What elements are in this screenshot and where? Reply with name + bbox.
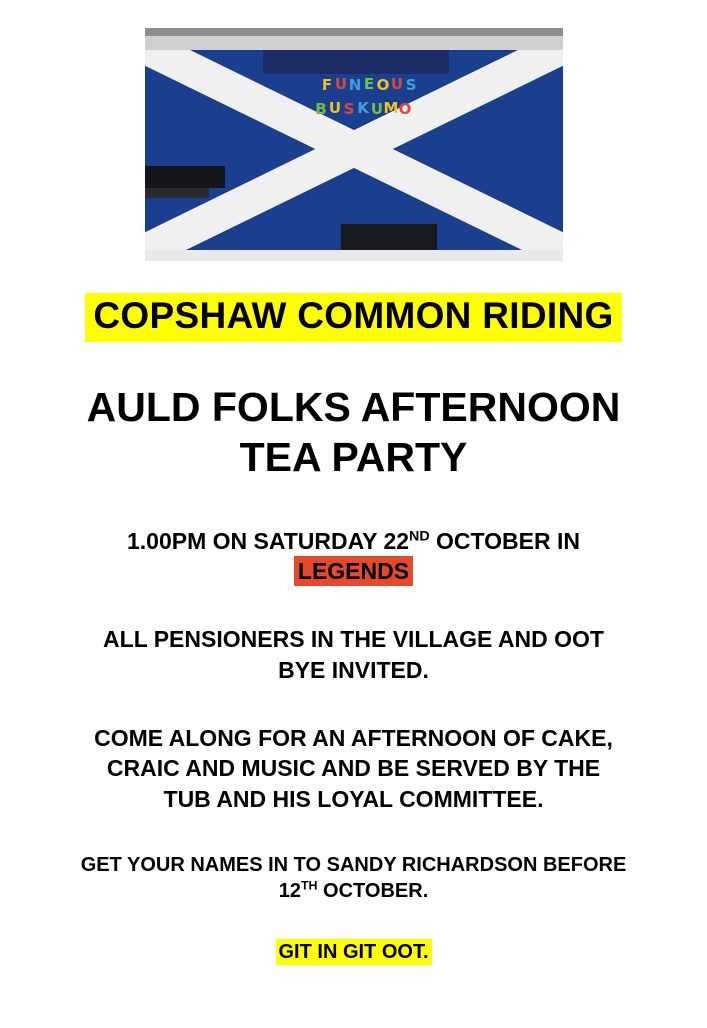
svg-text:U: U (328, 99, 341, 117)
svg-text:N: N (348, 76, 361, 94)
svg-text:E: E (363, 75, 374, 93)
invitation-line-2: BYE INVITED. (278, 656, 429, 683)
flag-graphic (145, 28, 563, 261)
event-date-ordinal: ND (409, 527, 430, 544)
rsvp-text (48, 852, 659, 905)
rsvp-date-number: 12 (278, 880, 301, 903)
svg-text:S: S (343, 100, 354, 118)
svg-text:B: B (314, 100, 327, 118)
description-line-2: CRAIC AND MUSIC AND BE SERVED BY THE (106, 755, 601, 782)
event-time-venue (48, 526, 659, 587)
footer-slogan-row (48, 939, 659, 965)
headline-line-1: AULD FOLKS AFTERNOON (86, 383, 621, 430)
title-band (0, 293, 707, 342)
footer-slogan: GIT IN GIT OOT. (276, 939, 432, 965)
event-time-prefix: 1.00PM ON SATURDAY 22 (126, 527, 410, 554)
svg-text:F: F (321, 76, 332, 94)
event-time-line (48, 526, 659, 556)
description-line-3: TUB AND HIS LOYAL COMMITTEE. (163, 785, 544, 812)
invitation-text (48, 624, 659, 685)
invitation-line-1: ALL PENSIONERS IN THE VILLAGE AND OOT (103, 626, 604, 653)
saltire-flag-banner-photo (145, 28, 563, 261)
venue-name: LEGENDS (294, 556, 413, 586)
svg-text:U: U (390, 75, 403, 93)
rsvp-date-suffix: OCTOBER. (317, 880, 429, 903)
poster-page (0, 28, 707, 1028)
description-line-1: COME ALONG FOR AN AFTERNOON OF CAKE, (94, 725, 613, 752)
page-title: COPSHAW COMMON RIDING (85, 293, 621, 342)
svg-text:O: O (376, 76, 389, 94)
rsvp-line-2 (48, 878, 659, 904)
rsvp-date-ordinal: TH (300, 878, 318, 893)
venue-line (48, 556, 659, 586)
headline-line-2: TEA PARTY (239, 433, 468, 480)
svg-text:S: S (405, 76, 416, 94)
svg-text:M: M (383, 99, 398, 117)
rsvp-line-1: GET YOUR NAMES IN TO SANDY RICHARDSON BEFORE (80, 854, 627, 877)
svg-text:U: U (334, 75, 347, 93)
description-text (48, 723, 659, 814)
svg-text:O: O (398, 100, 411, 118)
svg-text:U: U (370, 100, 383, 118)
event-time-suffix: OCTOBER IN (429, 527, 581, 554)
headline (60, 382, 647, 482)
svg-text:K: K (356, 99, 369, 117)
